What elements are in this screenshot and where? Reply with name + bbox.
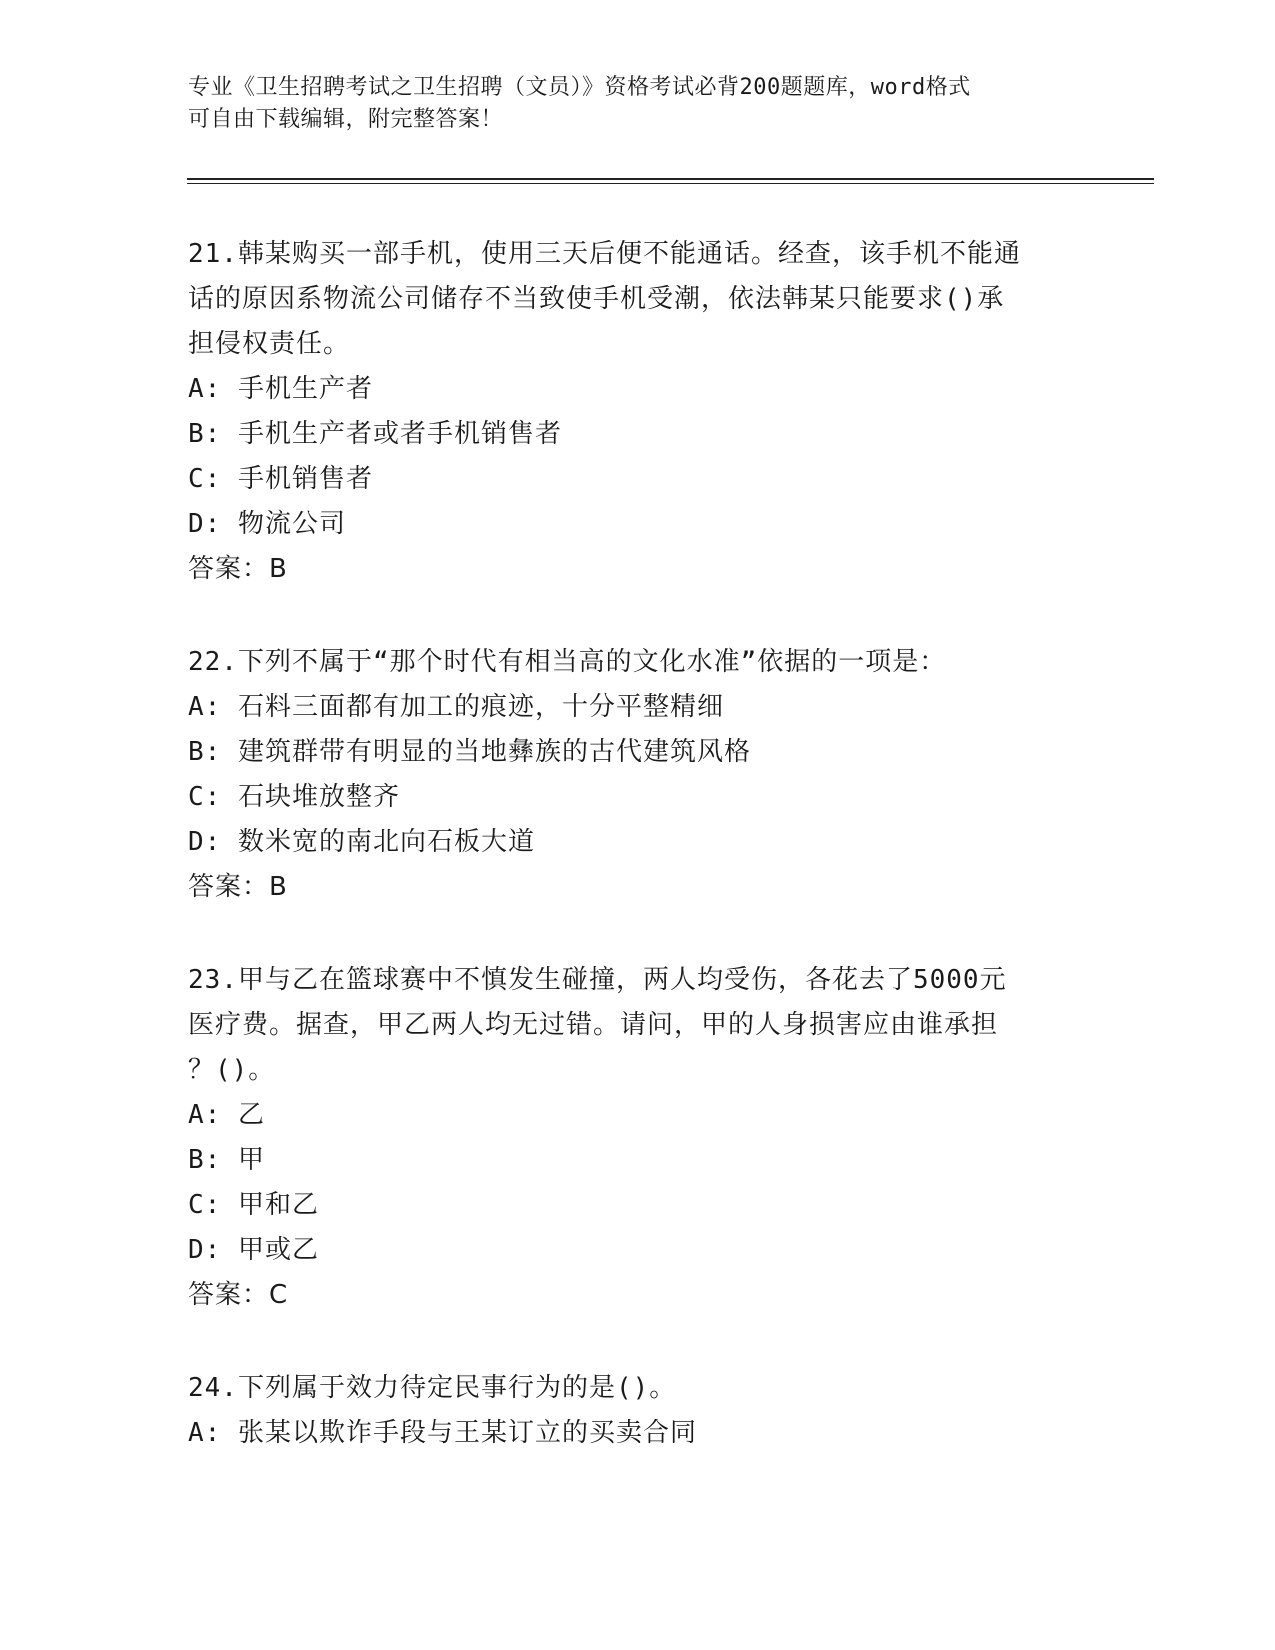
stem-line: 22.下列不属于“那个时代有相当高的文化水准”依据的一项是： [188, 647, 947, 677]
option-d: D: 甲或乙 [188, 1235, 319, 1265]
stem-line: 21.韩某购买一部手机，使用三天后便不能通话。经查，该手机不能通 [188, 239, 1021, 269]
answer: 答案：C [188, 1280, 289, 1310]
question-stem [188, 232, 1088, 367]
option-c: C: 手机销售者 [188, 464, 373, 494]
option-d: D: 物流公司 [188, 509, 346, 539]
option-c: C: 石块堆放整齐 [188, 782, 400, 812]
option-d: D: 数米宽的南北向石板大道 [188, 827, 535, 857]
question-stem [188, 640, 1088, 685]
option-b: B: 手机生产者或者手机销售者 [188, 419, 562, 449]
question-21 [188, 232, 1088, 592]
header-divider-thick [187, 178, 1154, 180]
stem-line: 24.下列属于效力待定民事行为的是()。 [188, 1373, 677, 1403]
stem-line: 担侵权责任。 [188, 329, 351, 359]
option-a: A: 石料三面都有加工的痕迹，十分平整精细 [188, 692, 724, 722]
question-24 [188, 1366, 1088, 1456]
answer: 答案：B [188, 554, 288, 584]
document-header [188, 72, 1088, 136]
option-c: C: 甲和乙 [188, 1190, 319, 1220]
option-a: A: 乙 [188, 1100, 265, 1130]
question-stem [188, 958, 1088, 1093]
question-22 [188, 640, 1088, 910]
question-23 [188, 958, 1088, 1318]
stem-line: 话的原因系物流公司储存不当致使手机受潮，依法韩某只能要求()承 [188, 284, 1005, 314]
option-b: B: 建筑群带有明显的当地彝族的古代建筑风格 [188, 737, 751, 767]
header-divider-thin [187, 183, 1154, 184]
option-a: A: 张某以欺诈手段与王某订立的买卖合同 [188, 1418, 697, 1448]
option-b: B: 甲 [188, 1145, 265, 1175]
header-line-2: 可自由下载编辑，附完整答案！ [188, 107, 504, 132]
question-stem [188, 1366, 1088, 1411]
option-a: A: 手机生产者 [188, 374, 373, 404]
question-list [188, 232, 1088, 1504]
header-line-1: 专业《卫生招聘考试之卫生招聘（文员）》资格考试必背200题题库，word格式 [188, 75, 971, 100]
stem-line: 医疗费。据查，甲乙两人均无过错。请问，甲的人身损害应由谁承担 [188, 1010, 999, 1040]
stem-line: 23.甲与乙在篮球赛中不慎发生碰撞，两人均受伤，各花去了5000元 [188, 965, 1007, 995]
stem-line: ？()。 [188, 1055, 276, 1085]
answer: 答案：B [188, 872, 288, 902]
